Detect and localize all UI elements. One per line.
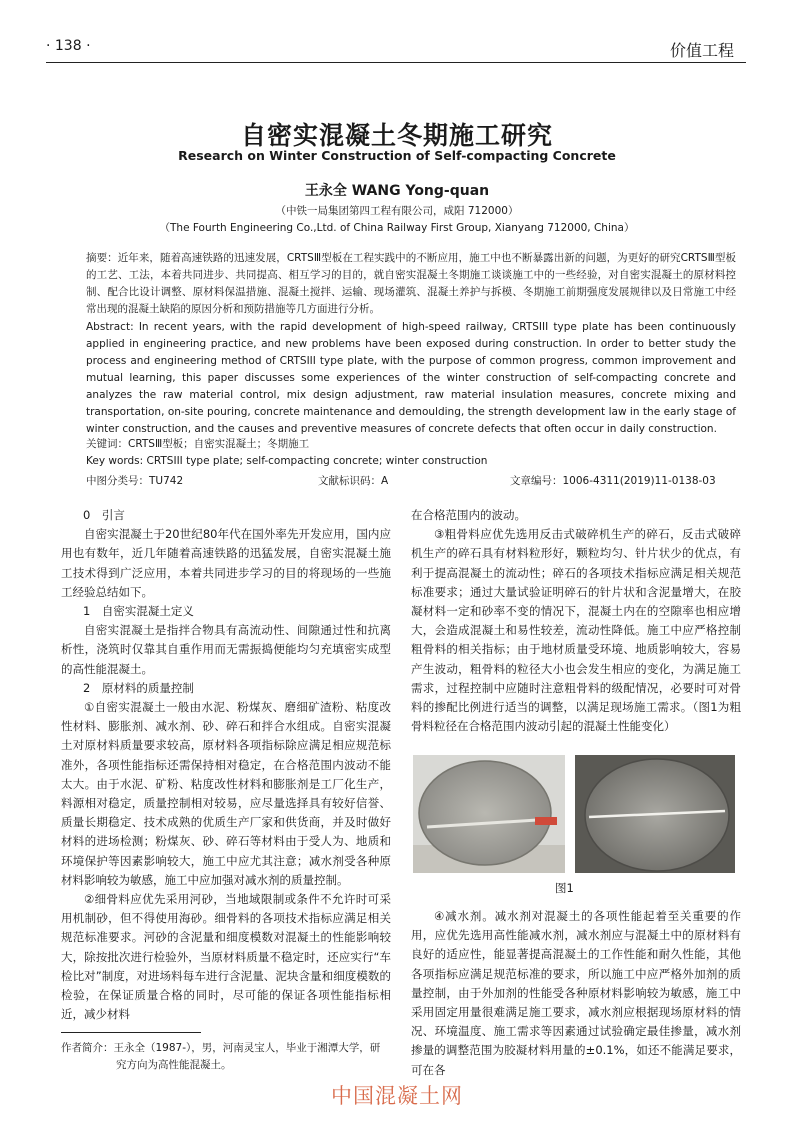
author-name: 王永全 WANG Yong-quan (304, 183, 490, 199)
abstract-cn: 摘要：近年来，随着高速铁路的迅速发展，CRTSⅢ型板在工程实践中的不断应用，施工中也不断暴露出新的问题，为更好的研究CRTSⅢ型板的工艺、工法，本着共同进步、共同提高、相互学习的目的，就自密实混凝土冬期施工谈谈施工中的一些经验，对自密实混凝土的原材料控制、配合比设计调整、原材料保温措施、混凝土搅拌、运输、现场灌筑、混凝土养护与拆模、冬期施工前期强度发展规律以及日常施工中经常出现的混凝土缺陷的原因分析和预防措施等几方面进行分析。 (86, 252, 736, 315)
author-footnote (61, 1040, 391, 1074)
paragraph: 自密实混凝土于20世纪80年代在国外率先开发应用，国内应用也有数年，近几年随着高速铁路的迅猛发展，自密实混凝土施工技术得到广泛应用，本着共同进步学习的目的将现场的一些施工经验总结如下。 (61, 527, 391, 599)
concrete-slump-photo-2 (575, 755, 735, 873)
keywords-en: Key words: CRTSIII type plate; self-compacting concrete; winter construction (86, 455, 488, 467)
section-heading: 0 引言 (83, 508, 125, 522)
document-code: 文献标识码：A (318, 475, 389, 487)
paragraph: ④减水剂。减水剂对混凝土的各项性能起着至关重要的作用，应优先选用高性能减水剂，减水剂应与混凝土中的原材料有良好的适应性，能显著提高混凝土的工作性能和耐久性能，其他各项指标应满足规范标准的要求，所以施工中应严格外加剂的质量控制，由于外加剂的性能受各种原材料影响较为敏感，施工中采用固定用量很难满足施工要求，减水剂应根据现场原材料的情况、环境温度、施工需求等因素通过试验确定最佳掺量，减水剂掺量的调整范围为胶凝材料用量的±0.1%，如还不能满足要求，可在各 (411, 909, 741, 1077)
paragraph: 在合格范围内的波动。 (411, 508, 526, 522)
paragraph: 自密实混凝土是指拌合物具有高流动性、间隙通过性和抗离析性，浇筑时仅靠其自重作用而无需振捣便能均匀充填密实成型的高性能混凝土。 (61, 623, 391, 676)
body-column-right (411, 506, 741, 736)
article-title-cn: 自密实混凝土冬期施工研究 (240, 121, 553, 150)
paragraph: ③粗骨料应优先选用反击式破碎机生产的碎石，反击式破碎机生产的碎石具有材料粒形好，颗粒均匀、针片状少的优点，有利于提高混凝土的流动性；碎石的各项技术指标应满足相关规范标准要求；通过大量试验证明碎石的针片状和含泥量增大，在胶凝材料一定和砂率不变的情况下，混凝土内在的空隙率也相应增大，会造成混凝土和易性较差，流动性降低。施工中应严格控制粗骨料的相关指标；由于地材质量受环境、地质影响较大，容易产生波动，粗骨料的粒径大小也会发生相应的变化，为满足施工需求，过程控制中应随时注意粗骨料的级配情况，必要时可对骨料的掺配比例进行适当的调整，以满足现场施工需求。（图1为粗骨料粒径在合格范围内波动引起的混凝土性能变化） (411, 527, 741, 734)
header-rule (46, 62, 746, 63)
section-heading: 1 自密实混凝土定义 (83, 604, 194, 619)
article-number: 文章编号：1006-4311(2019)11-0138-03 (510, 475, 716, 487)
clc-number: 中图分类号：TU742 (86, 475, 184, 487)
watermark: 中国混凝土网 (331, 1084, 463, 1108)
concrete-slump-photo-1 (413, 755, 565, 873)
footnote-rule (61, 1032, 201, 1033)
affiliation-en: （The Fourth Engineering Co.,Ltd. of China Railway First Group, Xianyang 712000, China） (159, 222, 635, 234)
paragraph: ②细骨料应优先采用河砂，当地域限制或条件不允许时可采用机制砂，但不得使用海砂。细骨料的各项技术指标应满足相关规范标准要求。河砂的含泥量和细度模数对混凝土的性能影响较大，除按批次进行检验外，当原材料质量不稳定时，还应实行“车检比对”制度，对进场料每车进行含泥量、泥块含量和细度模数的检验，在保证质量合格的同时，尽可能的保证各项性能指标相近，减少材料 (61, 892, 391, 1022)
keywords-cn: 关键词：CRTSⅢ型板；自密实混凝土；冬期施工 (86, 438, 310, 450)
paragraph: ①自密实混凝土一般由水泥、粉煤灰、磨细矿渣粉、粘度改性材料、膨胀剂、减水剂、砂、碎石和拌合水组成。自密实混凝土对原材料质量要求较高，原材料各项指标除应满足相应规范标准外，各项性能指标还需保持相对稳定，在合格范围内波动不能太大。由于水泥、矿粉、粘度改性材料和膨胀剂是工厂化生产，料源相对稳定，质量控制相对较易，应尽量选择具有较好信誉、质量长期稳定、技术成熟的优质生产厂家和供货商，并及时做好材料的进场检测；粉煤灰、砂、碎石等材料由于受人为、地质和环境保护等因素影响较大，施工中应尤其注意；减水剂受各种原材料影响较为敏感，施工中应加强对减水剂的质量控制。 (61, 700, 391, 887)
article-title-en: Research on Winter Construction of Self-compacting Concrete (178, 148, 616, 163)
section-heading: 2 原材料的质量控制 (83, 680, 194, 695)
figure-caption: 图1 (555, 881, 574, 895)
page-number: · 138 · (46, 38, 91, 54)
body-column-left (61, 506, 391, 1024)
journal-name: 价值工程 (669, 41, 734, 60)
footnote-line-1: 作者简介：王永全（1987-），男，河南灵宝人，毕业于湘潭大学，研 (61, 1042, 381, 1054)
body-column-right-lower (411, 907, 741, 1080)
affiliation-cn: （中铁一局集团第四工程有限公司，咸阳 712000） (275, 205, 519, 217)
footnote-line-2: 究方向为高性能混凝土。 (116, 1059, 232, 1071)
abstract-en: Abstract: In recent years, with the rapid development of high-speed railway, CRTSIII type plate has been continuously applied in engineering practice, and new problems have been exposed during construction. In order to better study the process and engineering method of CRTSIII type plate, with the purpose of common progress, common improvement and mutual learning, this paper discusses some experiences of the winter construction of self-compacting concrete and analyzes the raw material control, mix design adjustment, raw material insulation measures, concrete mixing and transportation, on-site pouring, concrete maintenance and demoulding, the strength development law in the early stage of winter construction, and the causes and preventive measures of concrete defects that often occur in daily construction. (86, 321, 736, 435)
